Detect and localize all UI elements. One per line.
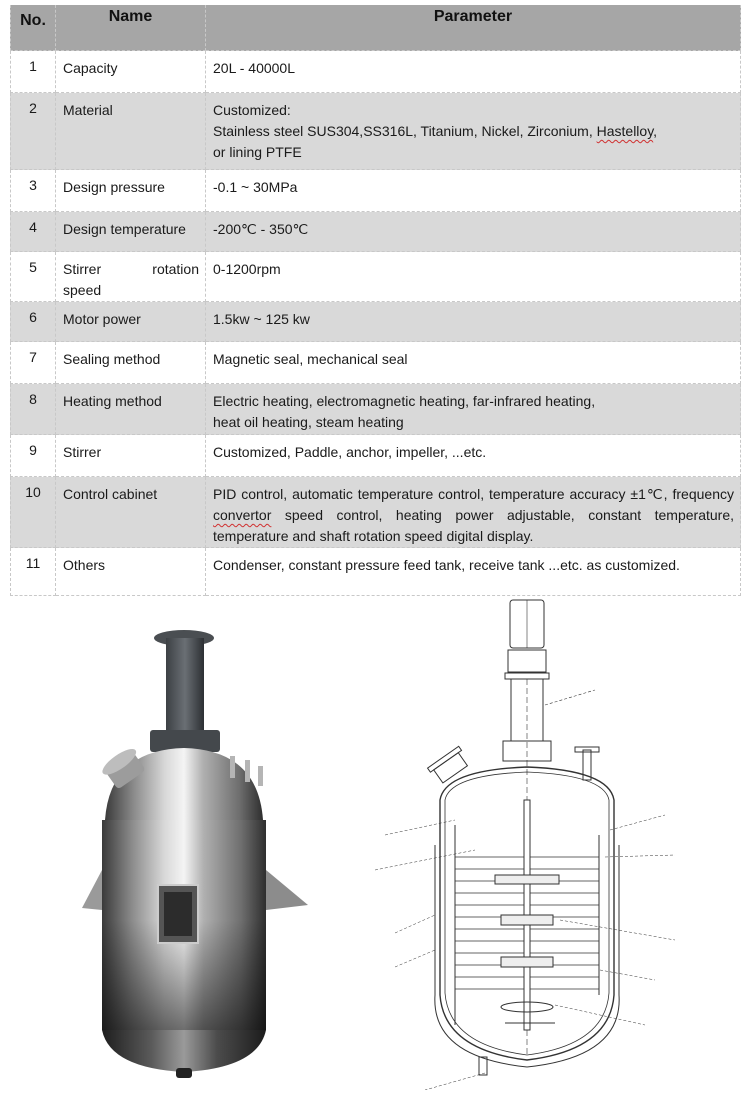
header-no: No. <box>10 5 56 51</box>
table-row <box>10 384 741 435</box>
row-parameter: Magnetic seal, mechanical seal <box>206 342 741 384</box>
row-parameter: 0-1200rpm <box>206 252 741 302</box>
row-no: 1 <box>10 51 56 93</box>
row-parameter: -0.1 ~ 30MPa <box>206 170 741 212</box>
table-row <box>10 548 741 596</box>
reactor-diagram <box>355 595 675 1090</box>
row-parameter: 1.5kw ~ 125 kw <box>206 302 741 342</box>
param-text: , <box>653 123 658 139</box>
row-name: Design pressure <box>56 170 206 212</box>
row-parameter: 20L - 40000L <box>206 51 741 93</box>
param-text: PID control, automatic temperature control, temperature accuracy ±1℃, frequency <box>213 486 734 502</box>
spellcheck-word: convertor <box>213 507 272 523</box>
table-row <box>10 435 741 477</box>
row-no: 6 <box>10 302 56 342</box>
table-row <box>10 302 741 342</box>
row-name: Stirrer <box>56 435 206 477</box>
table-row <box>10 477 741 548</box>
name-line <box>63 259 199 280</box>
param-line <box>213 121 734 142</box>
table-row <box>10 170 741 212</box>
header-name: Name <box>56 5 206 51</box>
param-line: or lining PTFE <box>213 144 302 160</box>
param-text: speed control, heating power adjustable, constant temperature, temperature and shaft rotation speed digital display. <box>213 507 734 544</box>
param-text: Stainless steel SUS304,SS316L, Titanium, Nickel, Zirconium, <box>213 123 597 139</box>
row-no: 7 <box>10 342 56 384</box>
row-parameter <box>206 93 741 170</box>
table-row <box>10 342 741 384</box>
row-name: Sealing method <box>56 342 206 384</box>
row-name: Material <box>56 93 206 170</box>
row-name: Motor power <box>56 302 206 342</box>
row-no: 11 <box>10 548 56 596</box>
row-parameter <box>206 477 741 548</box>
row-no: 9 <box>10 435 56 477</box>
spec-table <box>10 5 741 596</box>
row-name: Heating method <box>56 384 206 435</box>
row-parameter: -200℃ - 350℃ <box>206 212 741 252</box>
row-name: Control cabinet <box>56 477 206 548</box>
param-line: Electric heating, electromagnetic heating, far-infrared heating, <box>213 393 596 409</box>
name-word: Stirrer <box>63 261 102 277</box>
param-line: Customized: <box>213 102 291 118</box>
name-word: rotation <box>152 261 199 277</box>
row-no: 2 <box>10 93 56 170</box>
header-parameter: Parameter <box>206 5 741 51</box>
row-no: 4 <box>10 212 56 252</box>
spellcheck-word: Hastelloy <box>596 123 654 139</box>
table-row <box>10 93 741 170</box>
row-parameter <box>206 384 741 435</box>
table-row <box>10 252 741 302</box>
row-no: 3 <box>10 170 56 212</box>
row-name <box>56 252 206 302</box>
reactor-photo <box>80 620 310 1080</box>
row-parameter: Condenser, constant pressure feed tank, receive tank ...etc. as customized. <box>206 548 741 596</box>
table-row <box>10 212 741 252</box>
table-row <box>10 51 741 93</box>
row-parameter: Customized, Paddle, anchor, impeller, ...etc. <box>206 435 741 477</box>
row-name: Design temperature <box>56 212 206 252</box>
row-no: 8 <box>10 384 56 435</box>
row-no: 5 <box>10 252 56 302</box>
name-line: speed <box>63 282 102 298</box>
table-header-row <box>10 5 741 51</box>
row-no: 10 <box>10 477 56 548</box>
row-name: Others <box>56 548 206 596</box>
param-line: heat oil heating, steam heating <box>213 414 404 430</box>
row-name: Capacity <box>56 51 206 93</box>
